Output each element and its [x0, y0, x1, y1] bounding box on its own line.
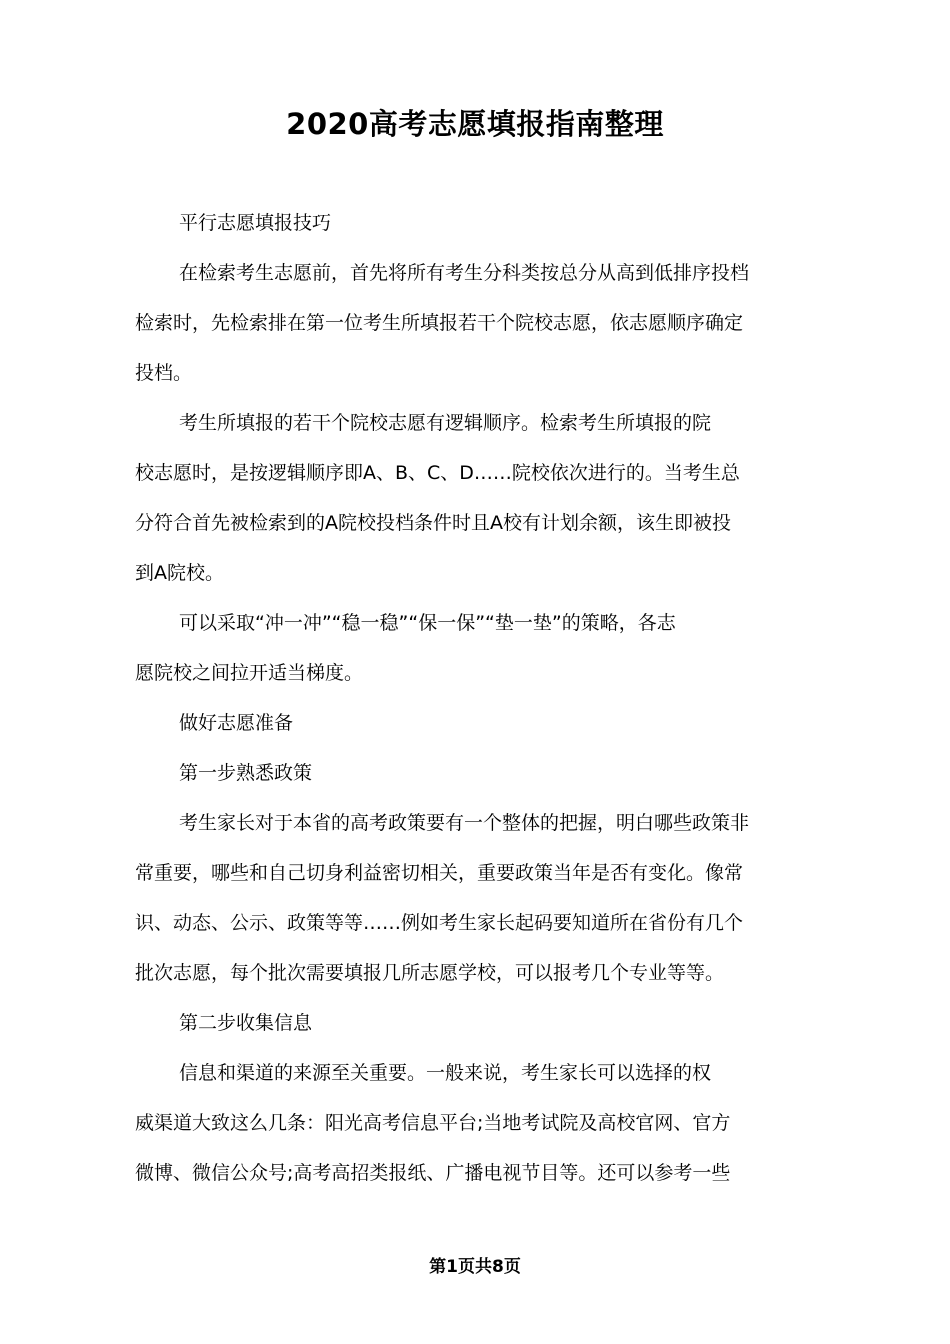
page-number: 第1页共8页	[429, 1257, 521, 1277]
paragraph-line: 检索时，先检索排在第一位考生所填报若干个院校志愿，依志愿顺序确定	[135, 312, 744, 334]
paragraph-line: 分符合首先被检索到的A院校投档条件时且A校有计划余额，该生即被投	[135, 512, 731, 534]
paragraph-line: 愿院校之间拉开适当梯度。	[135, 662, 364, 684]
paragraph-line: 考生家长对于本省的高考政策要有一个整体的把握，明白哪些政策非	[179, 812, 750, 834]
document-body	[135, 198, 825, 1198]
paragraph-line: 投档。	[135, 362, 193, 384]
paragraph-line: 识、动态、公示、政策等等……例如考生家长起码要知道所在省份有几个	[135, 912, 744, 934]
paragraph-line: 信息和渠道的来源至关重要。一般来说，考生家长可以选择的权	[179, 1062, 712, 1084]
section-heading: 平行志愿填报技巧	[179, 212, 332, 234]
paragraph-line: 常重要，哪些和自己切身利益密切相关，重要政策当年是否有变化。像常	[135, 862, 744, 884]
paragraph-line: 威渠道大致这么几条：阳光高考信息平台;当地考试院及高校官网、官方	[135, 1112, 731, 1134]
paragraph-line: 在检索考生志愿前，首先将所有考生分科类按总分从高到低排序投档	[179, 262, 750, 284]
paragraph-line: 可以采取“冲一冲”“稳一稳”“保一保”“垫一垫”的策略，各志	[179, 612, 676, 634]
paragraph-line: 校志愿时，是按逻辑顺序即A、B、C、D……院校依次进行的。当考生总	[135, 462, 740, 484]
paragraph-line: 批次志愿，每个批次需要填报几所志愿学校，可以报考几个专业等等。	[135, 962, 725, 984]
paragraph-line: 考生所填报的若干个院校志愿有逻辑顺序。检索考生所填报的院	[179, 412, 712, 434]
document-title: 2020高考志愿填报指南整理	[286, 107, 664, 141]
paragraph-line: 微博、微信公众号;高考高招类报纸、广播电视节目等。还可以参考一些	[135, 1162, 731, 1184]
section-heading: 做好志愿准备	[179, 712, 294, 734]
section-heading: 第二步收集信息	[179, 1012, 313, 1034]
paragraph-line: 到A院校。	[135, 562, 224, 584]
section-heading: 第一步熟悉政策	[179, 762, 313, 784]
